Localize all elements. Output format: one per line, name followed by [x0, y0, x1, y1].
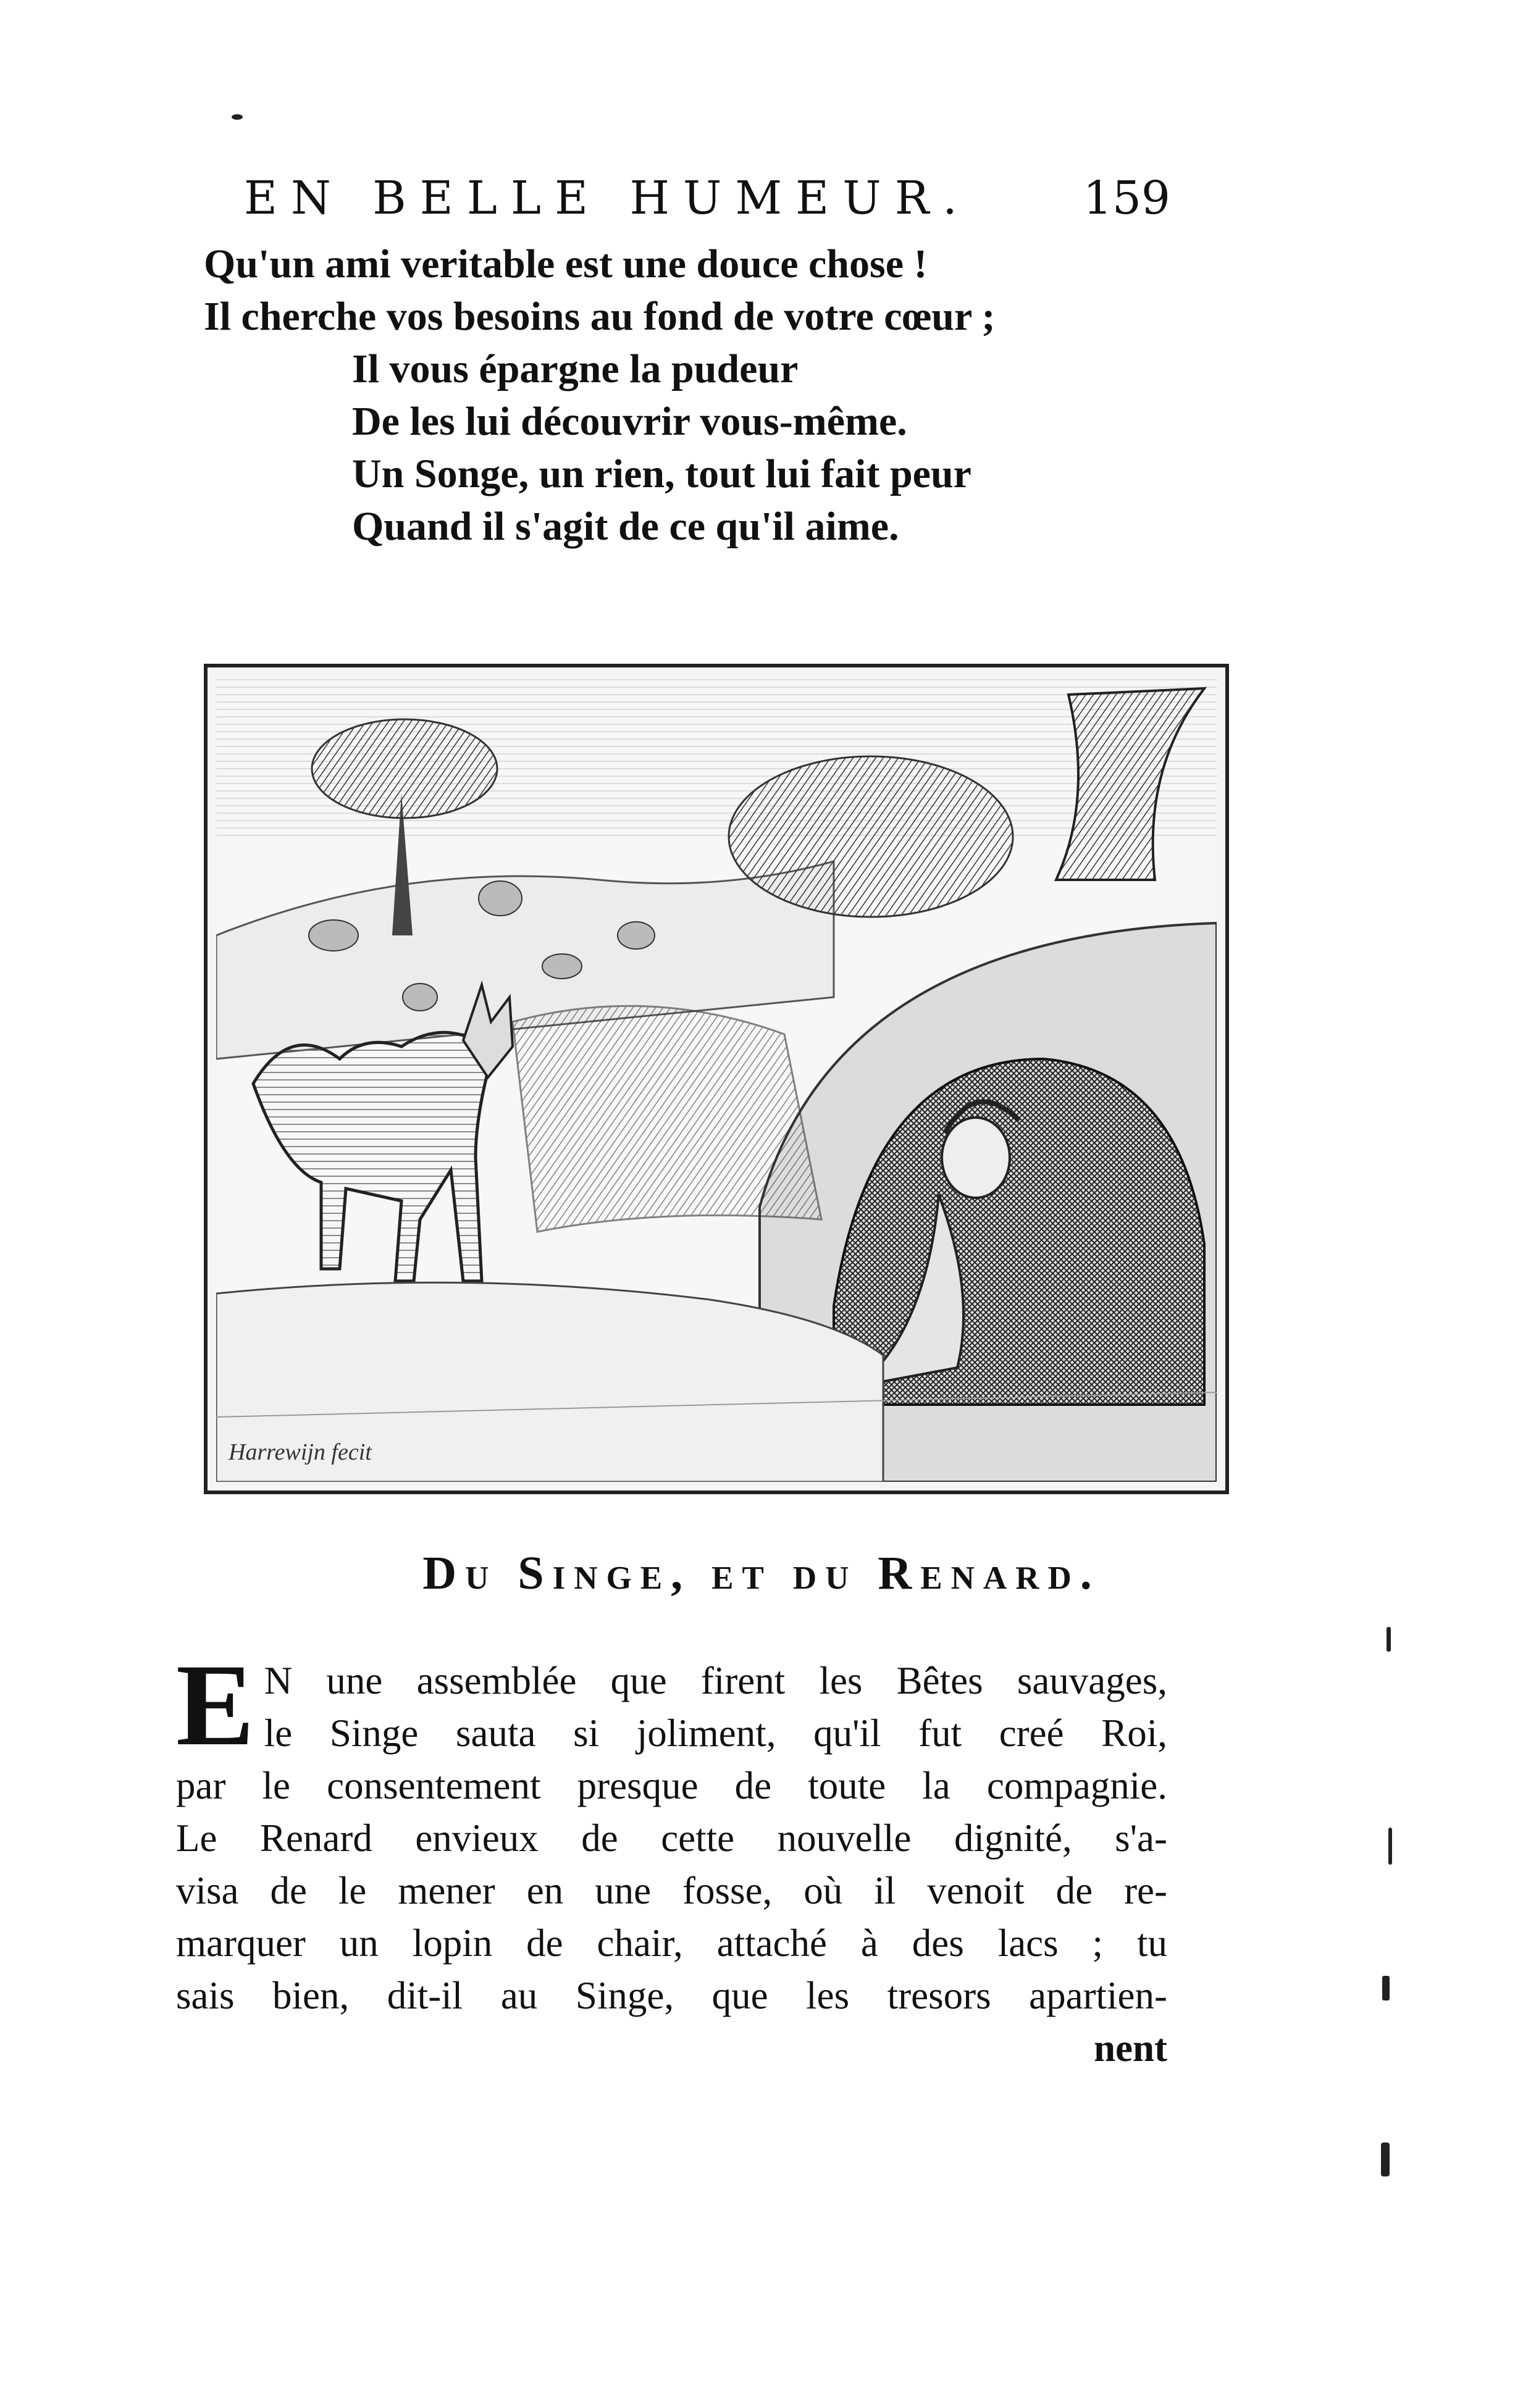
ink-speck [1382, 1976, 1390, 2000]
verse-block [204, 238, 996, 553]
tree-foliage [312, 719, 497, 818]
verse-line: Qu'un ami veritable est une douce chose ! [204, 241, 928, 286]
ink-speck [1381, 2143, 1390, 2176]
text-line: sais bien, dit-il au Singe, que les tresors apartien- [176, 1974, 1167, 2017]
text-line: N une assemblée que firent les Bêtes sauvages, [264, 1659, 1167, 1702]
text-line: marquer un lopin de chair, attaché à des lacs ; tu [176, 1921, 1167, 1965]
engraving-scene [216, 676, 1217, 1482]
verse-line: Quand il s'agit de ce qu'il aime. [352, 504, 899, 549]
catchword: nent [1093, 2026, 1167, 2070]
verse-line: Il cherche vos besoins au fond de votre cœur ; [204, 294, 996, 339]
text-line: le Singe sauta si joliment, qu'il fut creé Roi, [264, 1712, 1167, 1755]
text-line: par le consentement presque de toute la compagnie. [176, 1764, 1167, 1807]
drop-cap: E [176, 1641, 254, 1770]
text-line: visa de le mener en une fosse, où il venoit de re- [176, 1869, 1167, 1912]
verse-line: Il vous épargne la pudeur [352, 346, 799, 391]
running-head [244, 172, 1170, 225]
engraver-signature: Harrewijn fecit [229, 1439, 372, 1465]
engraving-illustration [204, 664, 1229, 1494]
ink-speck [232, 114, 243, 120]
grass-slope [513, 1006, 821, 1232]
running-title: EN BELLE HUMEUR. [244, 172, 971, 225]
ink-speck [1388, 1828, 1392, 1865]
fable-text [176, 1641, 1167, 2070]
fable-title: Du Singe, et du Renard. [422, 1547, 1101, 1599]
tree-foliage [729, 756, 1013, 917]
ink-speck [1387, 1627, 1391, 1652]
text-line: Le Renard envieux de cette nouvelle dignité, s'a- [176, 1816, 1167, 1860]
ape-head [942, 1118, 1010, 1198]
verse-line: De les lui découvrir vous-même. [352, 399, 907, 444]
page-number: 159 [1083, 172, 1170, 225]
verse-line: Un Songe, un rien, tout lui fait peur [352, 451, 971, 496]
